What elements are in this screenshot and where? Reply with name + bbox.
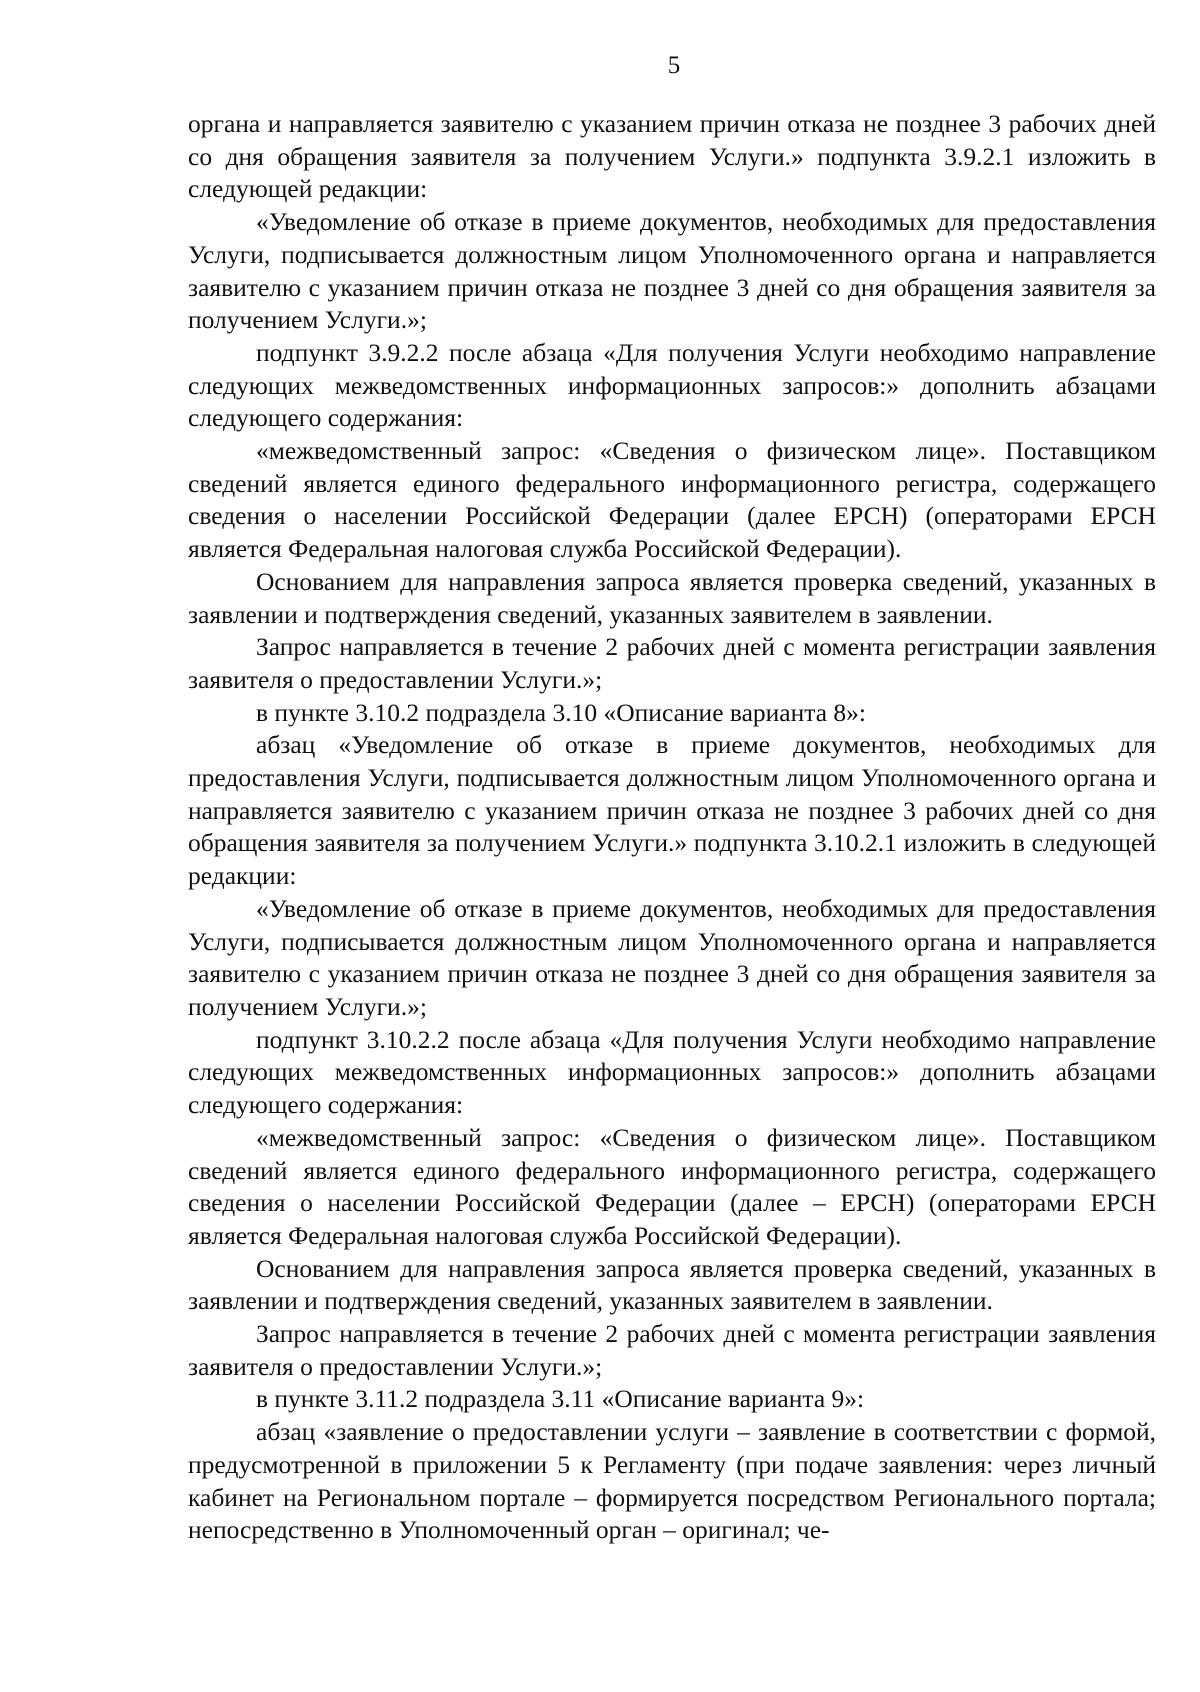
paragraph: «Уведомление об отказе в приеме документов, необходимых для предоставления Услуги, подписывается должностным лицом Уполномоченного органа и направляется заявителю с указанием причин отказа не позднее 3 дней со дня обращения заявителя за получением Услуги.»; <box>188 207 1156 335</box>
paragraph: абзац «заявление о предоставлении услуги – заявление в соответствии с формой, предусмотренной в приложении 5 к Регламенту (при подаче заявления: через личный кабинет на Региональном портале – формируется посредством Регионального портала; непосредственно в Уполномоченный орган – оригинал; че- <box>188 1417 1156 1545</box>
paragraph: Запрос направляется в течение 2 рабочих дней с момента регистрации заявления заявителя о предоставлении Услуги.»; <box>188 632 1156 694</box>
page-number: 5 <box>667 52 681 79</box>
paragraph: абзац «Уведомление об отказе в приеме документов, необходимых для предоставления Услуги, подписывается должностным лицом Уполномоченного органа и направляется заявителю с указанием причин отказа не позднее 3 рабочих дней со дня обращения заявителя за получением Услуги.» подпункта 3.10.2.1 изложить в следующей редакции: <box>188 730 1156 891</box>
paragraph: «межведомственный запрос: «Сведения о физическом лице». Поставщиком сведений является единого федерального информационного регистра, содержащего сведения о населении Российской Федерации (далее – ЕРСН) (операторами ЕРСН является Федеральная налоговая служба Российской Федерации). <box>188 1122 1156 1250</box>
document-body <box>188 108 1156 1547</box>
paragraph: в пункте 3.11.2 подраздела 3.11 «Описание варианта 9»: <box>256 1384 865 1414</box>
paragraph: органа и направляется заявителю с указанием причин отказа не позднее 3 рабочих дней со дня обращения заявителя за получением Услуги.» подпункта 3.9.2.1 изложить в следующей редакции: <box>188 109 1156 204</box>
paragraph: подпункт 3.9.2.2 после абзаца «Для получения Услуги необходимо направление следующих межведомственных информационных запросов:» дополнить абзацами следующего содержания: <box>188 337 1156 433</box>
paragraph: Основанием для направления запроса является проверка сведений, указанных в заявлении и подтверждения сведений, указанных заявителем в заявлении. <box>188 566 1156 629</box>
paragraph: Основанием для направления запроса является проверка сведений, указанных в заявлении и подтверждения сведений, указанных заявителем в заявлении. <box>188 1253 1156 1316</box>
paragraph: Запрос направляется в течение 2 рабочих дней с момента регистрации заявления заявителя о предоставлении Услуги.»; <box>188 1319 1156 1381</box>
paragraph: подпункт 3.10.2.2 после абзаца «Для получения Услуги необходимо направление следующих межведомственных информационных запросов:» дополнить абзацами следующего содержания: <box>188 1024 1156 1120</box>
paragraph: в пункте 3.10.2 подраздела 3.10 «Описание варианта 8»: <box>256 697 867 727</box>
paragraph: «межведомственный запрос: «Сведения о физическом лице». Поставщиком сведений является единого федерального информационного регистра, содержащего сведения о населении Российской Федерации (далее ЕРСН) (операторами ЕРСН является Федеральная налоговая служба Российской Федерации). <box>188 436 1156 564</box>
paragraph: «Уведомление об отказе в приеме документов, необходимых для предоставления Услуги, подписывается должностным лицом Уполномоченного органа и направляется заявителю с указанием причин отказа не позднее 3 дней со дня обращения заявителя за получением Услуги.»; <box>188 893 1156 1021</box>
